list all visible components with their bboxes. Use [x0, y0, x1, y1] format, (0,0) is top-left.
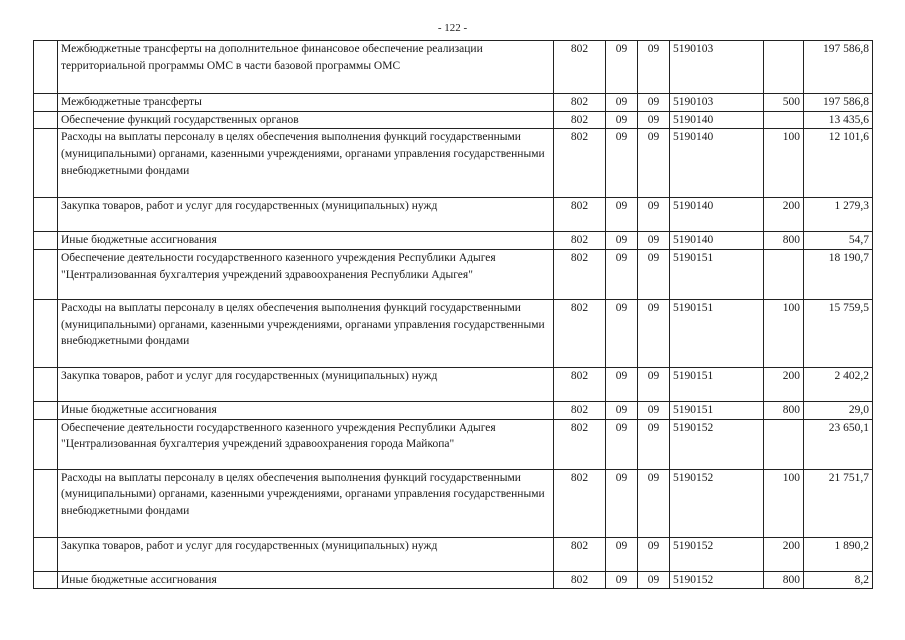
subsection-code: 09 — [638, 94, 670, 112]
subsection-code: 09 — [638, 571, 670, 589]
amount: 21 751,7 — [804, 469, 873, 537]
empty-cell — [34, 111, 58, 129]
empty-cell — [34, 402, 58, 420]
amount: 12 101,6 — [804, 129, 873, 198]
table-row — [34, 232, 873, 250]
department-code: 802 — [554, 419, 606, 469]
target-article-code: 5190140 — [670, 198, 764, 232]
expense-name: Закупка товаров, работ и услуг для государственных (муниципальных) нужд — [58, 368, 554, 402]
expense-type-code: 200 — [764, 198, 804, 232]
empty-cell — [34, 129, 58, 198]
target-article-code: 5190152 — [670, 571, 764, 589]
department-code: 802 — [554, 232, 606, 250]
target-article-code: 5190140 — [670, 232, 764, 250]
subsection-code: 09 — [638, 129, 670, 198]
expense-type-code — [764, 250, 804, 300]
empty-cell — [34, 232, 58, 250]
target-article-code: 5190151 — [670, 402, 764, 420]
expense-name: Закупка товаров, работ и услуг для государственных (муниципальных) нужд — [58, 537, 554, 571]
table-row — [34, 41, 873, 94]
department-code: 802 — [554, 198, 606, 232]
expense-type-code: 800 — [764, 232, 804, 250]
department-code: 802 — [554, 571, 606, 589]
section-code: 09 — [606, 94, 638, 112]
section-code: 09 — [606, 537, 638, 571]
expense-type-code: 100 — [764, 469, 804, 537]
section-code: 09 — [606, 469, 638, 537]
amount: 8,2 — [804, 571, 873, 589]
target-article-code: 5190151 — [670, 250, 764, 300]
expense-name: Межбюджетные трансферты на дополнительное финансовое обеспечение реализации территориальной программы ОМС в части базовой программы ОМС — [58, 41, 554, 94]
empty-cell — [34, 94, 58, 112]
target-article-code: 5190140 — [670, 129, 764, 198]
subsection-code: 09 — [638, 198, 670, 232]
table-row — [34, 94, 873, 112]
department-code: 802 — [554, 250, 606, 300]
empty-cell — [34, 41, 58, 94]
expense-type-code: 200 — [764, 537, 804, 571]
target-article-code: 5190151 — [670, 368, 764, 402]
subsection-code: 09 — [638, 41, 670, 94]
expense-name: Расходы на выплаты персоналу в целях обеспечения выполнения функций государственными (муниципальными) органами, казенными учреждениями, органами управления государственными внебюджетными фондами — [58, 300, 554, 368]
expense-name: Обеспечение функций государственных органов — [58, 111, 554, 129]
expense-name: Обеспечение деятельности государственного казенного учреждения Республики Адыгея "Централизованная бухгалтерия учреждений здравоохранения города Майкопа" — [58, 419, 554, 469]
amount: 1 279,3 — [804, 198, 873, 232]
section-code: 09 — [606, 129, 638, 198]
empty-cell — [34, 571, 58, 589]
table-row — [34, 402, 873, 420]
table-row — [34, 368, 873, 402]
expense-type-code: 200 — [764, 368, 804, 402]
target-article-code: 5190103 — [670, 94, 764, 112]
section-code: 09 — [606, 198, 638, 232]
target-article-code: 5190103 — [670, 41, 764, 94]
section-code: 09 — [606, 41, 638, 94]
subsection-code: 09 — [638, 469, 670, 537]
amount: 23 650,1 — [804, 419, 873, 469]
expense-type-code — [764, 419, 804, 469]
target-article-code: 5190151 — [670, 300, 764, 368]
section-code: 09 — [606, 368, 638, 402]
section-code: 09 — [606, 232, 638, 250]
amount: 197 586,8 — [804, 41, 873, 94]
empty-cell — [34, 537, 58, 571]
empty-cell — [34, 469, 58, 537]
amount: 18 190,7 — [804, 250, 873, 300]
amount: 1 890,2 — [804, 537, 873, 571]
target-article-code: 5190140 — [670, 111, 764, 129]
target-article-code: 5190152 — [670, 469, 764, 537]
table-row — [34, 571, 873, 589]
department-code: 802 — [554, 111, 606, 129]
table-row — [34, 129, 873, 198]
department-code: 802 — [554, 94, 606, 112]
amount: 2 402,2 — [804, 368, 873, 402]
table-row — [34, 537, 873, 571]
section-code: 09 — [606, 571, 638, 589]
subsection-code: 09 — [638, 402, 670, 420]
amount: 29,0 — [804, 402, 873, 420]
amount: 197 586,8 — [804, 94, 873, 112]
expense-type-code: 800 — [764, 571, 804, 589]
section-code: 09 — [606, 402, 638, 420]
empty-cell — [34, 368, 58, 402]
expense-type-code — [764, 41, 804, 94]
department-code: 802 — [554, 537, 606, 571]
amount: 54,7 — [804, 232, 873, 250]
amount: 13 435,6 — [804, 111, 873, 129]
table-body — [34, 41, 873, 589]
target-article-code: 5190152 — [670, 419, 764, 469]
expense-type-code: 500 — [764, 94, 804, 112]
page-number: - 122 - — [437, 22, 468, 34]
subsection-code: 09 — [638, 250, 670, 300]
empty-cell — [34, 198, 58, 232]
subsection-code: 09 — [638, 111, 670, 129]
section-code: 09 — [606, 300, 638, 368]
expense-type-code: 800 — [764, 402, 804, 420]
empty-cell — [34, 250, 58, 300]
empty-cell — [34, 300, 58, 368]
expense-name: Закупка товаров, работ и услуг для государственных (муниципальных) нужд — [58, 198, 554, 232]
department-code: 802 — [554, 469, 606, 537]
subsection-code: 09 — [638, 537, 670, 571]
expense-name: Межбюджетные трансферты — [58, 94, 554, 112]
expense-name: Расходы на выплаты персоналу в целях обеспечения выполнения функций государственными (муниципальными) органами, казенными учреждениями, органами управления государственными внебюджетными фондами — [58, 129, 554, 198]
target-article-code: 5190152 — [670, 537, 764, 571]
department-code: 802 — [554, 368, 606, 402]
table-row — [34, 469, 873, 537]
expense-name: Иные бюджетные ассигнования — [58, 402, 554, 420]
expense-name: Иные бюджетные ассигнования — [58, 232, 554, 250]
table-row — [34, 419, 873, 469]
section-code: 09 — [606, 419, 638, 469]
subsection-code: 09 — [638, 300, 670, 368]
table-row — [34, 300, 873, 368]
expense-name: Обеспечение деятельности государственного казенного учреждения Республики Адыгея "Централизованная бухгалтерия учреждений здравоохранения Республики Адыгея" — [58, 250, 554, 300]
expense-name: Расходы на выплаты персоналу в целях обеспечения выполнения функций государственными (муниципальными) органами, казенными учреждениями, органами управления государственными внебюджетными фондами — [58, 469, 554, 537]
table-row — [34, 198, 873, 232]
table-row — [34, 250, 873, 300]
department-code: 802 — [554, 402, 606, 420]
subsection-code: 09 — [638, 368, 670, 402]
subsection-code: 09 — [638, 232, 670, 250]
department-code: 802 — [554, 129, 606, 198]
budget-table — [33, 40, 873, 589]
expense-type-code: 100 — [764, 300, 804, 368]
expense-type-code — [764, 111, 804, 129]
department-code: 802 — [554, 300, 606, 368]
expense-type-code: 100 — [764, 129, 804, 198]
empty-cell — [34, 419, 58, 469]
section-code: 09 — [606, 111, 638, 129]
table-row — [34, 111, 873, 129]
department-code: 802 — [554, 41, 606, 94]
amount: 15 759,5 — [804, 300, 873, 368]
expense-name: Иные бюджетные ассигнования — [58, 571, 554, 589]
section-code: 09 — [606, 250, 638, 300]
subsection-code: 09 — [638, 419, 670, 469]
